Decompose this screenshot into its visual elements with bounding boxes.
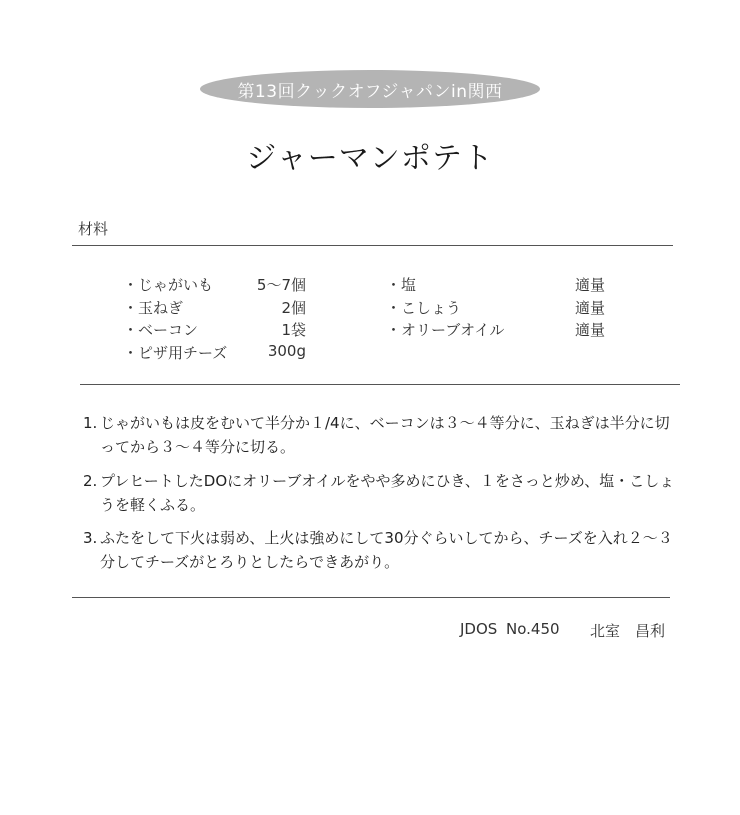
- ingredient-qty: 適量: [575, 276, 606, 294]
- ingredient-qty: 300g: [267, 342, 306, 360]
- step-text: じゃがいもは皮をむいて半分か１/4に、ベーコンは３～４等分に、玉ねぎは半分に切ってから３～４等分に切る。: [100, 414, 670, 456]
- step-item: [83, 469, 675, 517]
- ingredient-qty: 1袋: [281, 321, 306, 339]
- step-number: 1.: [83, 414, 98, 432]
- step-item: [83, 411, 668, 459]
- footer-org: JDOS: [460, 620, 498, 638]
- divider-top: [72, 245, 673, 246]
- event-badge: [200, 70, 540, 108]
- divider-middle: [80, 384, 680, 385]
- step-number: 2.: [83, 472, 98, 490]
- ingredient-name: ・ベーコン: [123, 321, 199, 339]
- step-item: [83, 526, 673, 574]
- ingredient-name: ・ピザ用チーズ: [123, 344, 228, 362]
- ingredient-qty: 5〜7個: [256, 276, 306, 294]
- footer-author: 北室 昌利: [590, 622, 666, 640]
- ingredient-qty: 2個: [281, 299, 306, 317]
- ingredient-name: ・じゃがいも: [123, 276, 214, 294]
- step-text: ふたをして下火は弱め、上火は強めにして30分ぐらいしてから、チーズを入れ２～３分してチーズがとろりとしたらできあがり。: [100, 529, 673, 571]
- ingredient-name: ・玉ねぎ: [123, 299, 184, 317]
- event-badge-text: 第13回クックオフジャパンin関西: [237, 81, 503, 102]
- ingredient-name: ・塩: [386, 276, 417, 294]
- footer-number: No.450: [506, 620, 560, 638]
- ingredient-name: ・オリーブオイル: [386, 321, 505, 339]
- step-number: 3.: [83, 529, 98, 547]
- recipe-title: ジャーマンポテト: [246, 141, 494, 176]
- step-text: プレヒートしたDOにオリーブオイルをやや多めにひき、１をさっと炒め、塩・こしょうを軽くふる。: [100, 472, 675, 514]
- ingredients-heading: 材料: [78, 220, 109, 238]
- ingredient-qty: 適量: [575, 321, 606, 339]
- ingredient-name: ・こしょう: [386, 299, 462, 317]
- ingredient-qty: 適量: [575, 299, 606, 317]
- divider-bottom: [72, 597, 670, 598]
